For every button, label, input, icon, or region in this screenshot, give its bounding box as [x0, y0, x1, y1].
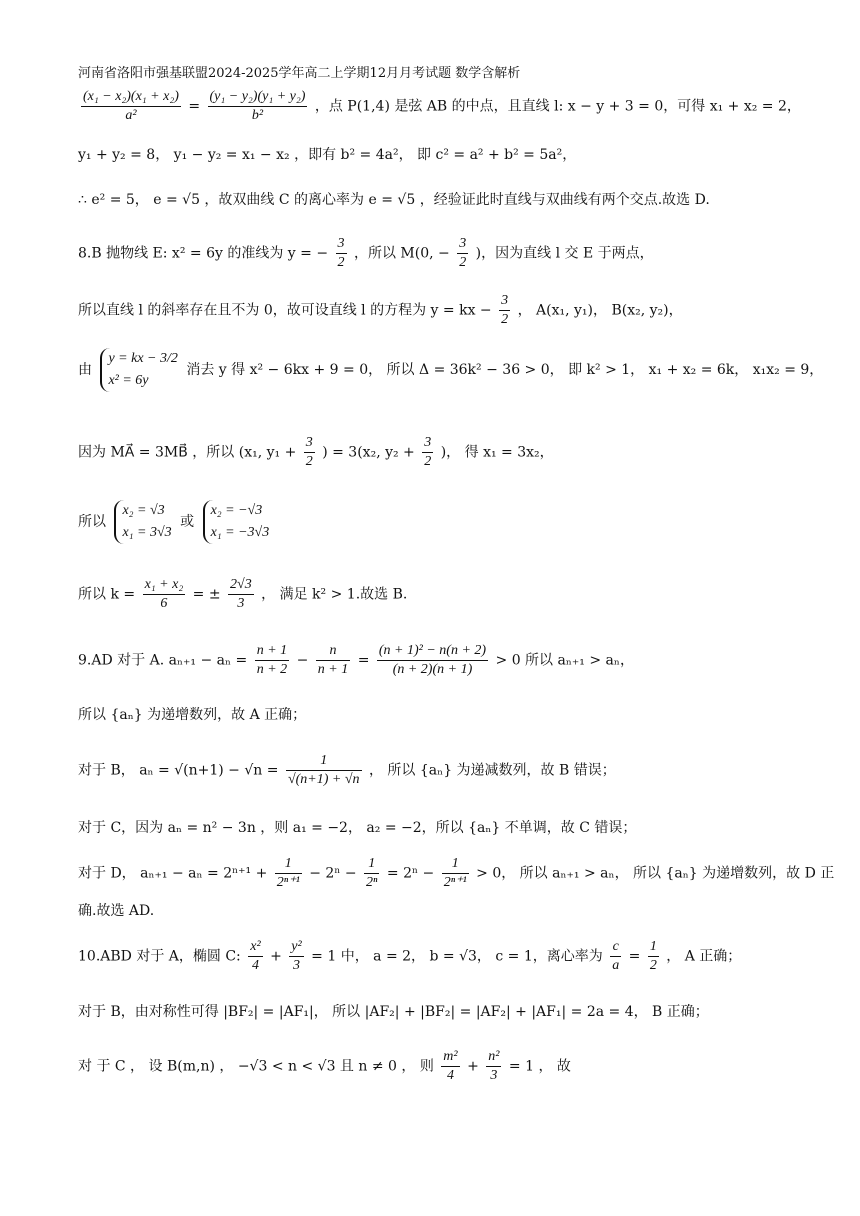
equation-system: y = kx − 3/2 x² = 6y [100, 348, 177, 392]
q8-line-3: 由 y = kx − 3/2 x² = 6y 消去 y 得 x² − 6kx + 9 = 0， 所以 Δ = 36k² − 36 > 0， 即 k² > 1， x₁ + x₂ = 6k， x₁x₂ = 9， [78, 348, 823, 392]
q7-line-3: ∴ e² = 5， e = √5 ，故双曲线 C 的离心率为 e = √5 ，经验证此时直线与双曲线有两个交点.故选 D. [78, 192, 710, 208]
fraction: $\frac{\text{(y₁ − y₂)(y₁ + y₂)}}{\text{b²}}$ [209, 89, 306, 123]
q7-line-2: y₁ + y₂ = 8， y₁ − y₂ = x₁ − x₂ ，即有 b² = 4a²， 即 c² = a² + b² = 5a²， [78, 147, 577, 163]
q10-line-1: 10.ABD 对于 A，椭圆 C: $\frac{\text{x²}}{4}$ + $\frac{\text{y²}}{3}$ = 1 中， a = 2， b = √3， c = 1，离心率为 $\frac{c}{a}$ = $\frac{1}{2}$ ， A 正确； [78, 939, 742, 973]
q10-line-3: 对 于 C ， 设 B(m,n) ， −√3 < n < √3 且 n ≠ 0 ， 则 $\frac{\text{m²}}{4}$ + $\frac{\text{n²}}{3}$ = 1 ， 故 [78, 1049, 571, 1083]
q7-line-1: $\frac{\text{(x₁ − x₂)(x₁ + x₂)}}{\text{a²}}$ = $\frac{\text{(y₁ − y₂)(y₁ + y₂)}}{\text{b²}}$ ，点 P(1,4) 是弦 AB 的中点，且直线 l: x − y + 3 = 0，可得 x₁ + x₂ = 2， [83, 89, 801, 123]
q9-line-4: 对于 C，因为 aₙ = n² − 3n ，则 a₁ = −2， a₂ = −2，所以 {aₙ} 不单调，故 C 错误； [78, 820, 637, 836]
equation-system: x₂ = √3 x₁ = 3√3 [114, 500, 171, 544]
q9-line-2: 所以 {aₙ} 为递增数列，故 A 正确； [78, 707, 307, 723]
q8-line-5: 所以 x₂ = √3 x₁ = 3√3 或 x₂ = −√3 x₁ = −3√3 [78, 500, 273, 544]
page-header: 河南省洛阳市强基联盟2024-2025学年高二上学期12月月考试题 数学含解析 [78, 66, 521, 81]
equation-system: x₂ = −√3 x₁ = −3√3 [203, 500, 270, 544]
q8-line-1: 8.B 抛物线 E: x² = 6y 的准线为 y = − $\frac{3}{2}$ ，所以 M(0, − $\frac{3}{2}$ )，因为直线 l 交 E 于两点， [78, 236, 654, 270]
q8-line-6: 所以 k = $\frac{\text{x₁ + x₂}}{6}$ = ± $\frac{2√3}{3}$ ， 满足 k² > 1.故选 B. [78, 577, 408, 611]
q10-line-2: 对于 B，由对称性可得 |BF₂| = |AF₁|， 所以 |AF₂| + |BF₂| = |AF₂| + |AF₁| = 2a = 4， B 正确； [78, 1004, 709, 1020]
q9-line-3: 对于 B， aₙ = √(n+1) − √n = $\frac{1}{√(n+1) + √n}$ ， 所以 {aₙ} 为递减数列，故 B 错误； [78, 753, 616, 787]
q9-line-1: 9.AD 对于 A. aₙ₊₁ − aₙ = $\frac{n + 1}{n + 2}$ − $\frac{n}{n + 1}$ = $\frac{\text{(n + 1)² − n(n + 2)}}{(n + 2)(n + 1)}$ > 0 所以 aₙ₊₁ > aₙ， [78, 643, 634, 677]
fraction: $\frac{\text{(x₁ − x₂)(x₁ + x₂)}}{\text{a²}}$ [83, 89, 179, 123]
q8-line-4: 因为 MA⃗ = 3MB⃗ ，所以 (x₁, y₁ + $\frac{3}{2}$ ) = 3(x₂, y₂ + $\frac{3}{2}$ )， 得 x₁ = 3x₂， [78, 435, 554, 469]
q9-line-6: 确.故选 AD. [78, 903, 155, 919]
q8-line-2: 所以直线 l 的斜率存在且不为 0，故可设直线 l 的方程为 y = kx − $\frac{3}{2}$ ， A(x₁, y₁)， B(x₂, y₂)， [78, 293, 683, 327]
q9-line-5: 对于 D， aₙ₊₁ − aₙ = 2ⁿ⁺¹ + $\frac{1}{\text{2ⁿ⁺¹}}$ − 2ⁿ − $\frac{1}{\text{2ⁿ}}$ = 2ⁿ − $\frac{1}{\text{2ⁿ⁺¹}}$ > 0， 所以 aₙ₊₁ > aₙ， 所以 {aₙ} 为递增数列，故 D 正 [78, 856, 835, 890]
